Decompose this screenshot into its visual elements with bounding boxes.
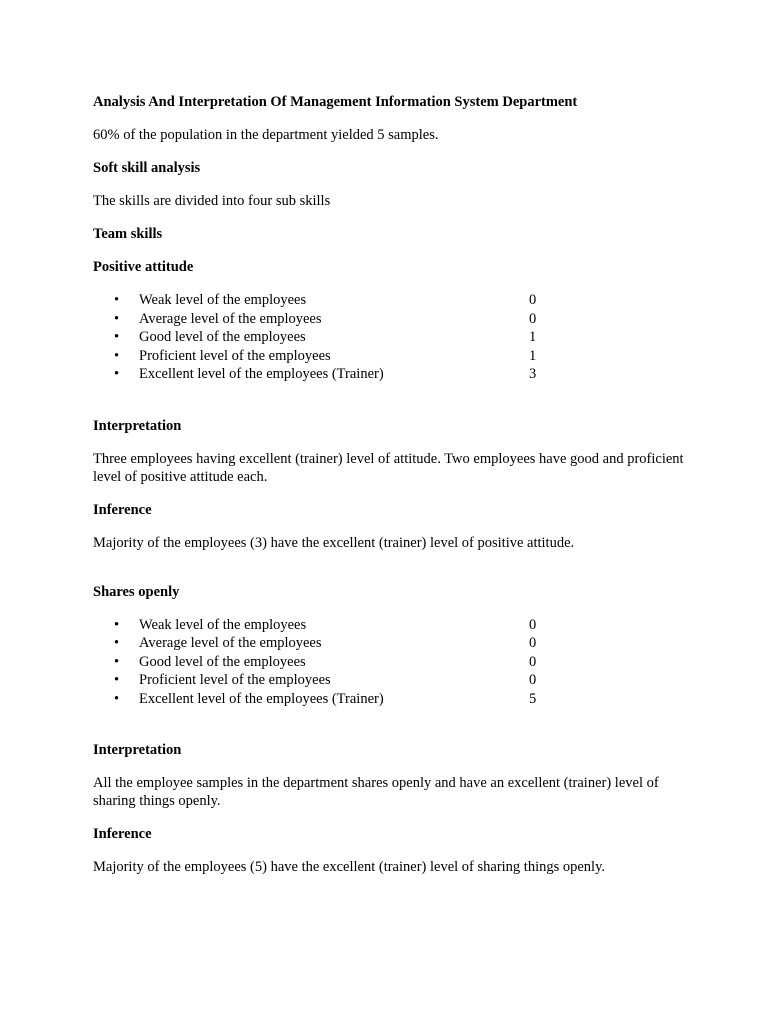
list-item: [93, 653, 537, 672]
item-label: Proficient level of the employees: [139, 672, 331, 688]
inference-heading: Inference: [93, 826, 152, 842]
item-label: Weak level of the employees: [139, 616, 307, 633]
item-value: 1: [529, 347, 537, 364]
bullet-icon: •: [114, 310, 120, 327]
inference-text: Majority of the employees (3) have the excellent (trainer) level of positive attitude.: [93, 534, 575, 551]
item-value: 1: [529, 329, 537, 345]
skills-intro-text: The skills are divided into four sub skills: [93, 193, 331, 209]
item-label: Excellent level of the employees (Trainer): [139, 690, 384, 707]
bullet-icon: •: [114, 653, 120, 670]
list-item: [93, 291, 537, 310]
rating-list: [93, 616, 693, 709]
item-value: 0: [529, 616, 537, 633]
item-value: 0: [529, 310, 537, 327]
item-label: Proficient level of the employees: [139, 347, 331, 364]
soft-skill-heading: Soft skill analysis: [93, 160, 201, 176]
interpretation-text: Three employees having excellent (trainer) level of attitude. Two employees have good and proficient level of positive attitude each.: [93, 450, 684, 485]
document-title: Analysis And Interpretation Of Management Information System Department: [93, 94, 578, 110]
item-value: 0: [529, 672, 537, 688]
item-label: Average level of the employees: [139, 310, 322, 327]
list-item: [93, 616, 537, 635]
intro-text: 60% of the population in the department yielded 5 samples.: [93, 127, 439, 143]
item-label: Good level of the employees: [139, 653, 306, 670]
section-positive-attitude: [93, 258, 693, 552]
section-heading: Shares openly: [93, 583, 180, 600]
bullet-icon: •: [114, 347, 120, 364]
interpretation-text: All the employee samples in the department shares openly and have an excellent (trainer) level of sharing things openly.: [93, 775, 659, 809]
list-item: [93, 310, 537, 329]
list-item: [93, 347, 537, 366]
document-page: [93, 93, 693, 891]
inference-text: Majority of the employees (5) have the excellent (trainer) level of sharing things openly.: [93, 859, 606, 875]
interpretation-heading: Interpretation: [93, 742, 182, 758]
list-item: [93, 671, 537, 690]
inference-heading: Inference: [93, 501, 152, 518]
item-label: Good level of the employees: [139, 329, 306, 345]
item-value: 3: [529, 366, 537, 382]
bullet-icon: •: [114, 690, 120, 707]
item-value: 0: [529, 653, 537, 670]
bullet-icon: •: [114, 616, 120, 633]
interpretation-heading: Interpretation: [93, 417, 182, 434]
item-label: Excellent level of the employees (Trainer): [139, 366, 384, 382]
list-item: [93, 634, 537, 653]
item-label: Average level of the employees: [139, 635, 322, 651]
section-shares-openly: [93, 583, 693, 877]
bullet-icon: •: [114, 366, 120, 382]
bullet-icon: •: [114, 292, 120, 308]
item-label: Weak level of the employees: [139, 292, 307, 308]
bullet-icon: •: [114, 672, 120, 688]
bullet-icon: •: [114, 329, 120, 345]
rating-list: [93, 291, 693, 384]
list-item: [93, 328, 537, 347]
section-heading: Positive attitude: [93, 259, 194, 275]
team-skills-heading: Team skills: [93, 226, 163, 242]
list-item: [93, 690, 537, 709]
item-value: 0: [529, 635, 537, 651]
list-item: [93, 365, 537, 384]
bullet-icon: •: [114, 635, 120, 651]
item-value: 0: [529, 292, 537, 308]
item-value: 5: [529, 690, 537, 707]
